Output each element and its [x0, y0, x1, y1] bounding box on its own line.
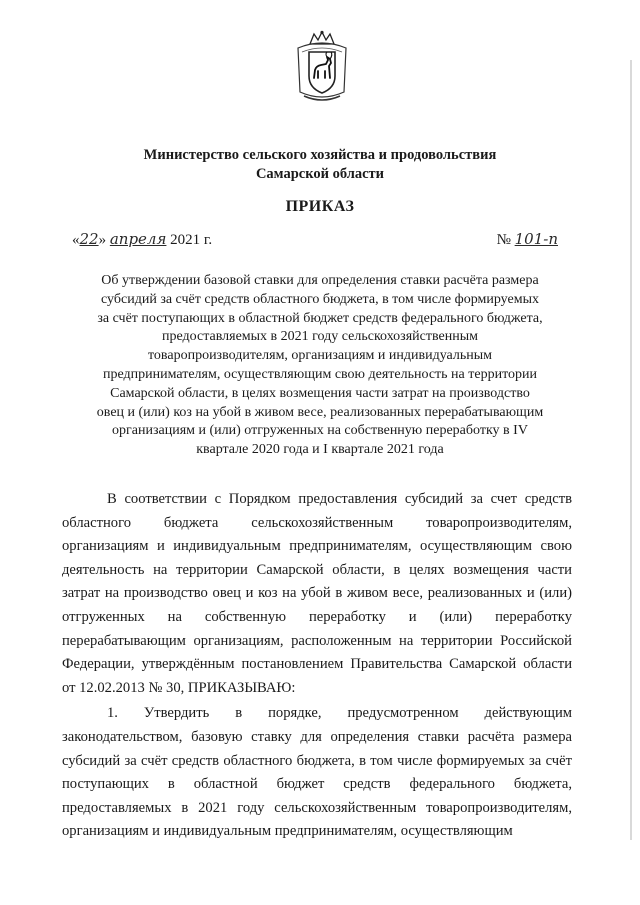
order-body — [62, 488, 572, 844]
date-close-quote: » — [98, 232, 107, 248]
ministry-name — [0, 146, 640, 184]
order-date — [72, 230, 212, 249]
order-number — [497, 230, 558, 249]
body-paragraph-item-1: 1. Утвердить в порядке, предусмотренном действующим законодательством, базовую ставку для определения ставки расчёта размера субсидий за счёт средств областного бюджета, в том числе формируемых за счёт поступающих в областной бюджет средств федерального бюджета, предоставляемых в 2021 году сельскохозяйственным товаропроизводителям, организациям и индивидуальным предпринимателям, осуществляющим — [62, 705, 572, 840]
order-title: Об утверждении базовой ставки для определения ставки расчёта размера субсидий за счёт средств областного бюджета, в том числе формируемых за счёт поступающих в областной бюджет средств федерального бюджета, предоставляемых в 2021 году сельскохозяйственным товаропроизводителям, организациям и индивидуальным предпринимателям, осуществляющим свою деятельность на территории Самарской области, в целях возмещения части затрат на производство овец и (или) коз на убой в живом весе, реализованных перерабатывающим организациям и (или) отгруженных на собственную переработку в IV квартале 2020 года и I квартале 2021 года — [96, 273, 544, 458]
date-day-handwritten: 22 — [79, 230, 99, 248]
samara-coat-of-arms-icon — [294, 30, 350, 106]
date-month-handwritten: апреля — [109, 230, 167, 248]
number-value-handwritten: 101-п — [514, 230, 558, 248]
date-open-quote: « — [72, 232, 80, 248]
body-paragraph-preamble: В соответствии с Порядком предоставления субсидий за счет средств областного бюджета сельскохозяйственным товаропроизводителям, организациям и индивидуальным предпринимателям, осуществляющим свою деятельность на территории Самарской области, в целях возмещения части затрат на производство овец и коз на убой в живом весе, реализованных и (или) отгруженных на собственную переработку и (или) переработку перерабатывающим организациям, расположенным на территории Российской Федерации, утверждённым постановлением Правительства Самарской области от 12.02.2013 № 30, ПРИКАЗЫВАЮ: — [62, 491, 572, 696]
document-type-heading: ПРИКАЗ — [285, 198, 355, 215]
ministry-line-2: Самарской области — [255, 166, 385, 182]
date-year: 2021 г. — [170, 232, 213, 248]
number-prefix: № — [496, 232, 511, 248]
ministry-line-1: Министерство сельского хозяйства и продовольствия — [143, 147, 497, 163]
